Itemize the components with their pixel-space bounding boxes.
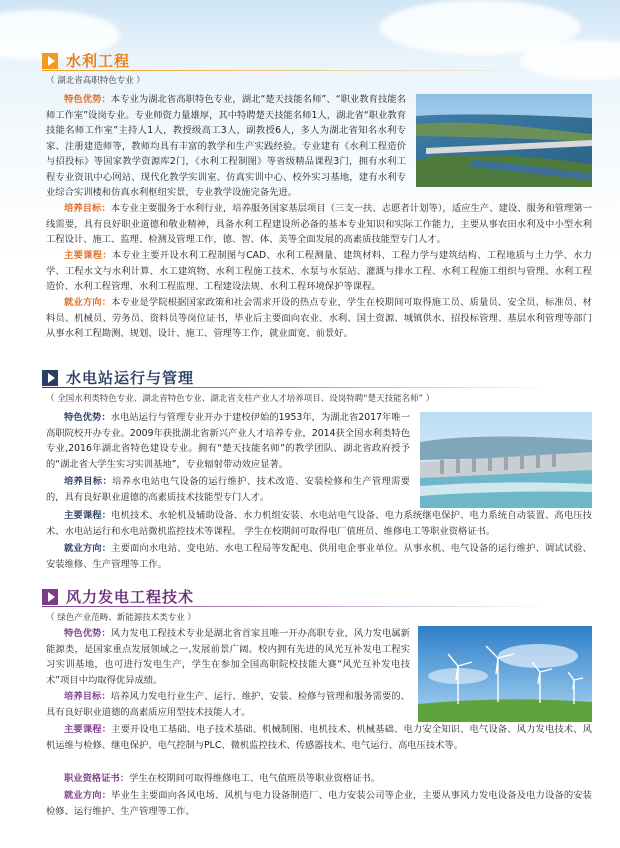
paragraph-label: 特色优势： [64, 412, 111, 423]
section-hydropower-station [0, 360, 620, 585]
section-subtitle: （ 全国水利类特色专业、湖北省特色专业、湖北省支柱产业人才培养项目、设岗特聘“楚天技能名师” ） [46, 394, 435, 404]
play-triangle-icon [42, 53, 58, 69]
paragraph-label: 就业方向： [64, 297, 112, 308]
section-wind-power [0, 580, 620, 848]
section-title: 水利工程 [66, 52, 131, 70]
hydropower-dam-photo [420, 412, 592, 508]
paragraph-text: 本专业为湖北省高职特色专业，湖北“楚天技能名师”、“职业教育技能名师工作室”设岗专业。专业师资力量雄厚，其中特聘楚天技能名师1人，湖北省“职业教育技能名师工作室”主持人1人，教授级高工3人，副教授6人，多人为湖北省知名水利专家、注册建造师等，教师均具有丰富的教学和生产实践经验。专业建有《水利工程造价与招投标》等国家教学资源库2门，《水利工程制图》等省级精品课程3门，拥有水利工程专业资讯中心网站、现代化教学实训室、仿真实训中心、校外实习基地，建有水利专业综合实训楼和仿真水利枢纽实景，专业教学设施完备先进。 [46, 94, 406, 198]
paragraph-text: 风力发电工程技术专业是湖北省首家且唯一开办高职专业，风力发电属新能源类，是国家重点发展领域之一,发展前景广阔。校内拥有先进的风光互补发电工程实习实训基地，也可进行发电生产，学生在参加全国高职院校技能大赛“风光互补发电技术”项目中均取得优异成绩。 [46, 628, 410, 686]
paragraph-employment [46, 788, 592, 819]
paragraph-text: 本专业是学院根据国家政策和社会需求开设的热点专业，学生在校期间可取得施工员、质量员、安全员、标准员、材料员、机械员、劳务员、资料员等岗位证书，毕业后主要面向农业、水利、国土资源、城镇供水、招投标管理、基层水利管理等部门从事水利工程勘测、规划、设计、施工、管理等工作，就业面宽、前景好。 [46, 297, 592, 339]
paragraph-courses [46, 508, 592, 539]
section-title: 水电站运行与管理 [66, 369, 195, 387]
paragraph-employment [46, 295, 592, 342]
section-header [42, 50, 130, 71]
section-title: 风力发电工程技术 [66, 588, 195, 606]
paragraph-text: 学生在校期间可取得维修电工、电气值班员等职业资格证书。 [129, 773, 381, 784]
play-triangle-icon [42, 589, 58, 605]
title-divider [42, 70, 552, 71]
paragraph-label: 职业资格证书： [64, 773, 130, 784]
play-triangle-icon [42, 370, 58, 386]
paragraph-text: 本专业主要服务于水利行业，培养服务国家基层项目（三支一扶、志愿者计划等），适应生产、建设、服务和管理第一线需要，具有良好职业道德和敬业精神，具备水利工程建设所必备的基本专业知识和实际工作能力，主要从事农田水利及中小型水利工程设计、施工、监理、检测及管理工作，德、智、体、美等全面发展的高素质技能型专门人才。 [46, 203, 592, 245]
paragraph-text: 毕业生主要面向各风电场、风机与电力设备制造厂、电力安装公司等企业，主要从事风力发电设备及电力设备的安装检修、运行维护、生产管理等工作。 [46, 790, 592, 817]
paragraph-label: 培养目标： [64, 476, 113, 487]
paragraph-label: 培养目标： [64, 691, 111, 702]
paragraph-text: 主要开设电工基础、电子技术基础、机械制图、电机技术、机械基础、电力安全知识、电气设备、风力发电技术、风机运维与检修、继电保护、电气控制与PLC、微机监控技术、传感器技术、电气运行、高电压技术等。 [46, 724, 592, 751]
paragraph-label: 就业方向： [64, 790, 112, 801]
paragraph-text: 本专业主要开设水利工程制图与CAD、水利工程测量、建筑材料、工程力学与建筑结构、工程地质与土力学、水力学、工程水文与水利计算、水工建筑物、水利工程施工技术、水泵与水泵站、灌溉与排水工程、水利工程施工组织与管理、水利工程造价、水利工程管理、水利工程监理、工程建设法规、水利工程环境保护等课程。 [46, 250, 592, 292]
wind-turbines-photo [418, 626, 592, 722]
paragraph-label: 主要课程： [64, 724, 112, 735]
paragraph-objective [46, 689, 410, 720]
paragraph-text: 培养水电站电气设备的运行维护、技术改造、安装检修和生产管理需要的，具有良好职业道德的高素质技术技能型专门人才。 [46, 476, 410, 503]
paragraph-features [46, 626, 410, 688]
paragraph-label: 特色优势： [64, 628, 111, 639]
title-divider [42, 387, 552, 388]
paragraph-features [46, 410, 410, 472]
paragraph-objective [46, 201, 592, 248]
paragraph-text: 培养风力发电行业生产、运行、维护、安装、检修与管理和服务需要的、具有良好职业道德的高素质应用型技术技能人才。 [46, 691, 410, 718]
paragraph-label: 特色优势： [64, 94, 111, 105]
paragraph-label: 主要课程： [64, 250, 112, 261]
paragraph-courses [46, 248, 592, 295]
section-header [42, 586, 194, 607]
paragraph-label: 就业方向： [64, 543, 112, 554]
paragraph-certificates [46, 771, 592, 787]
paragraph-courses [46, 722, 592, 753]
dam-aerial-photo [416, 94, 592, 187]
paragraph-objective [46, 474, 410, 505]
paragraph-text: 水电站运行与管理专业开办于建校伊始的1953年，为湖北省2017年唯一高职院校开办专业。2009年获批湖北省新兴产业人才培养专业，2014获全国水利类特色专业,2016年湖北省特色建设专业。拥有“楚天技能名师”的教学团队、湖北省政府授予的“湖北省大学生实习实训基地”，专业辐射带动效应显著。 [46, 412, 410, 470]
paragraph-employment [46, 541, 592, 572]
title-divider [42, 606, 552, 607]
paragraph-text: 主要面向水电站、变电站、水电工程局等发配电、供用电企事业单位。从事水机、电气设备的运行维护、调试试验、安装维修、生产管理等工作。 [46, 543, 592, 570]
section-subtitle: （ 绿色产业范畴、新能源技术类专业 ） [46, 613, 196, 623]
paragraph-features [46, 92, 406, 201]
section-subtitle: （ 湖北省高职特色专业 ） [46, 76, 145, 86]
section-header [42, 367, 194, 388]
paragraph-label: 培养目标： [64, 203, 111, 214]
paragraph-label: 主要课程： [64, 510, 112, 521]
section-hydraulic-engineering [0, 0, 620, 360]
paragraph-text: 电机技术、水轮机及辅助设备、水力机组安装、水电站电气设备、电力系统继电保护、电力系统自动装置、高电压技术、水电站运行和水电站微机监控技术等课程。 学生在校期间可取得电厂值班员、维修电工等职业资格证书。 [46, 510, 592, 537]
